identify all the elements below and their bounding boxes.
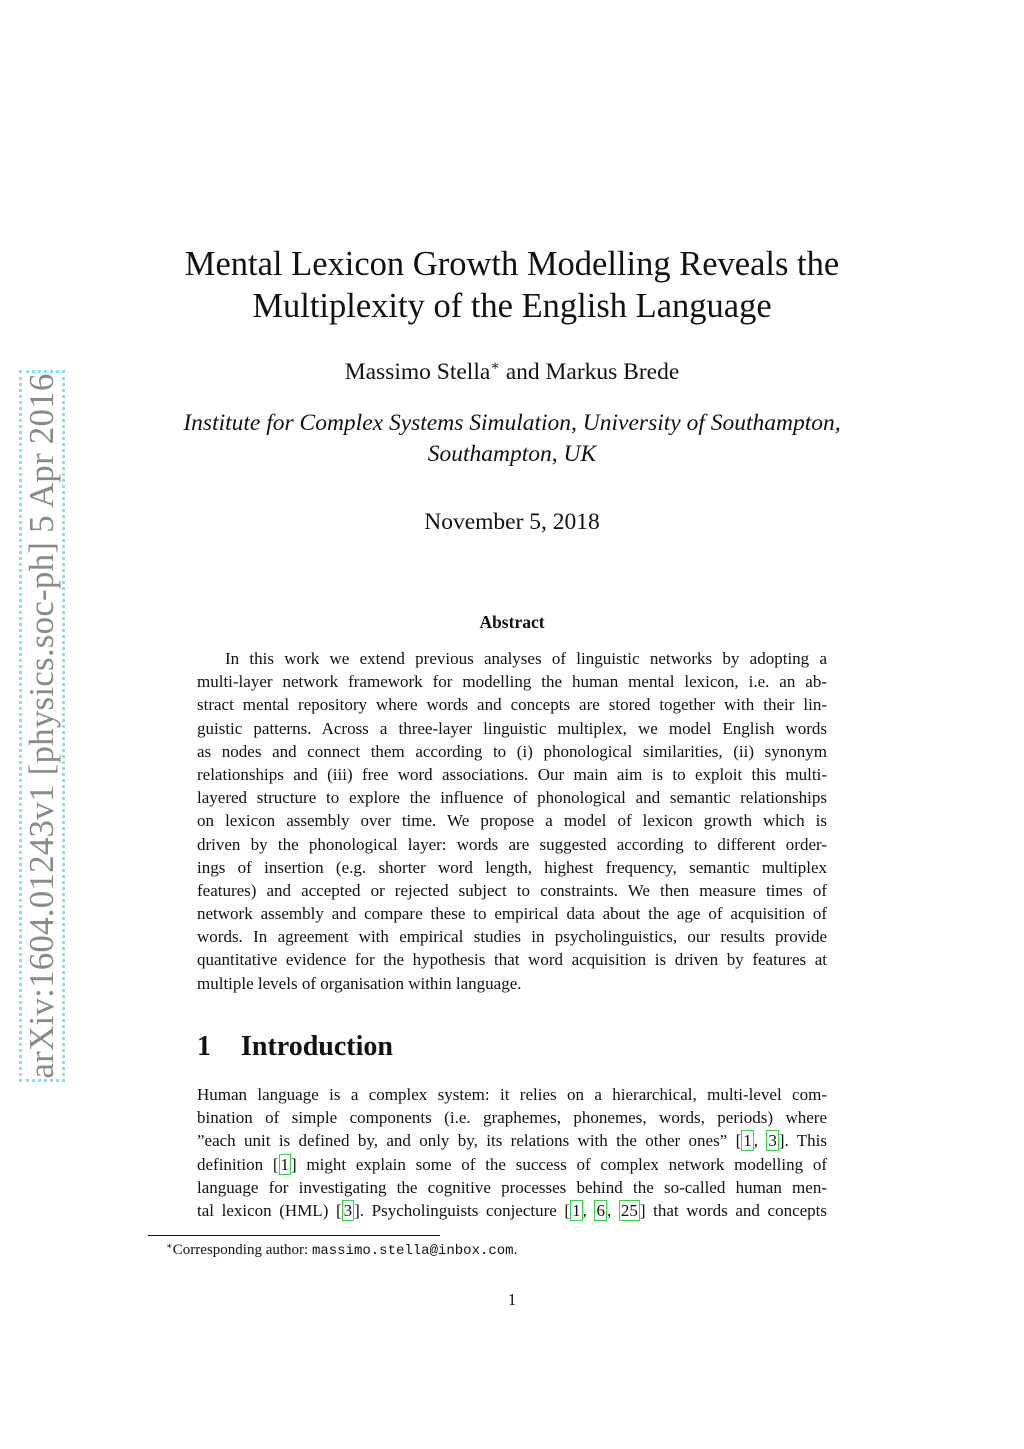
intro-line: definition [ 1 ] might explain some of the success of complex network modelling of — [197, 1154, 827, 1174]
author-1: Massimo Stella — [344, 359, 491, 385]
footnote-text: Corresponding author: — [172, 1242, 312, 1258]
author-2: and Markus Brede — [505, 359, 680, 385]
email-link[interactable]: massimo.stella@inbox.com — [311, 1243, 514, 1259]
citation-link[interactable]: 6 — [596, 1200, 605, 1220]
abstract-line: multiple levels of organisation within language. — [197, 973, 522, 993]
abstract-line: ings of insertion (e.g. shorter word length, highest frequency, semantic multiplex — [197, 857, 827, 877]
abstract-line: In this work we extend previous analyses of linguistic networks by adopting a — [225, 649, 827, 668]
citation-link[interactable]: 3 — [768, 1131, 777, 1151]
corresponding-marker: ∗ — [490, 359, 500, 374]
title-line-1: Mental Lexicon Growth Modelling Reveals the — [184, 245, 840, 283]
abstract-line: as nodes and connect them according to (i) phonological similarities, (ii) synonym — [197, 741, 827, 761]
citation-link[interactable]: 1 — [743, 1131, 752, 1151]
affiliation — [150, 408, 874, 470]
intro-line: bination of simple components (i.e. graphemes, phonemes, words, periods) where — [197, 1108, 827, 1128]
section-title: Introduction — [241, 1031, 393, 1062]
abstract-line: words. In agreement with empirical studies in psycholinguistics, our results provide — [197, 927, 827, 947]
page-number: 1 — [507, 1290, 517, 1309]
title-line-2: Multiplexity of the English Language — [252, 287, 772, 325]
citation-link[interactable]: 3 — [343, 1200, 353, 1220]
abstract-line: driven by the phonological layer: words are suggested according to different order- — [197, 834, 827, 854]
citation-link[interactable]: 1 — [280, 1154, 290, 1174]
section-heading-introduction — [197, 1030, 393, 1064]
abstract-line: features) and accepted or rejected subject to constraints. We then measure times of — [197, 880, 827, 900]
authors — [150, 357, 874, 387]
abstract-line: layered structure to explore the influence of phonological and semantic relationships — [197, 788, 827, 808]
abstract-line: relationships and (iii) free word associations. Our main aim is to exploit this multi- — [197, 764, 827, 784]
intro-line: ”each unit is defined by, and only by, its relations with the other ones” [ 1 , 3 ]. This — [197, 1131, 828, 1151]
footnote-rule — [148, 1235, 440, 1236]
paper-date: November 5, 2018 — [424, 509, 600, 535]
abstract-body — [197, 647, 827, 995]
abstract-line: network assembly and compare these to empirical data about the age of acquisition of — [197, 904, 827, 924]
citation-link[interactable]: 1 — [572, 1200, 581, 1220]
intro-line: Human language is a complex system: it relies on a hierarchical, multi-level com- — [197, 1085, 827, 1104]
abstract-line: multi-layer network framework for modelling the human mental lexicon, i.e. an ab- — [197, 672, 827, 692]
affiliation-line-2: Southampton, UK — [427, 441, 597, 467]
affiliation-line-1: Institute for Complex Systems Simulation, University of Southampton, — [183, 410, 841, 436]
abstract-line: on lexicon assembly over time. We propose a model of lexicon growth which is — [197, 811, 827, 831]
abstract-line: quantitative evidence for the hypothesis that word acquisition is driven by features at — [197, 950, 827, 970]
section-number: 1 — [197, 1031, 211, 1062]
arxiv-stamp-text: arXiv:1604.01243v1 [physics.soc-ph] 5 Apr 2016 — [22, 373, 61, 1079]
introduction-body — [197, 1083, 827, 1222]
abstract-line: guistic patterns. Across a three-layer linguistic multiplex, we model English words — [197, 718, 827, 738]
citation-link[interactable]: 25 — [620, 1200, 638, 1220]
paper-title — [150, 243, 874, 327]
footnote: ∗Corresponding author: massimo.stella@inbox.com. — [166, 1241, 518, 1259]
arxiv-stamp — [19, 370, 65, 1082]
intro-line: tal lexicon (HML) [ 3 ]. Psycholinguists conjecture [ 1 , 6 , 25 ] that words and concepts — [197, 1200, 828, 1220]
abstract-line: stract mental repository where words and concepts are stored together with their lin- — [197, 695, 827, 715]
abstract-heading: Abstract — [479, 612, 545, 632]
footnote-marker: ∗ — [166, 1241, 173, 1252]
intro-line: language for investigating the cognitive processes behind the so-called human men- — [197, 1177, 827, 1197]
